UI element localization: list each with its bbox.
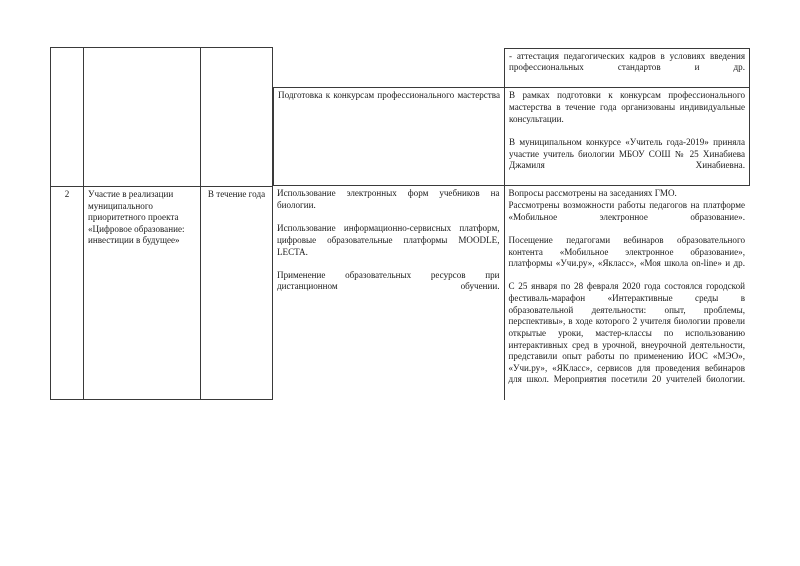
table-row	[51, 48, 749, 187]
paragraph: Вопросы рассмотрены на заседаниях ГМО.	[508, 188, 677, 199]
table-row	[51, 186, 749, 399]
paragraph: Участие в реализации муниципального приоритетного проекта «Цифровое образование: инвестиции в будущее»	[88, 188, 185, 246]
sub-row-2	[274, 88, 750, 186]
paragraph: В рамках подготовки к конкурсам профессионального мастерства в течение года организованы индивидуальные консультации.	[509, 90, 745, 124]
paragraph: Рассмотрены возможности работы педагогов на платформе «Мобильное электронное образование».	[508, 200, 745, 222]
cell-row2-content	[273, 186, 504, 399]
cell-row2-number: 2	[51, 186, 84, 399]
main-table	[50, 47, 749, 400]
paragraph: Посещение педагогами вебинаров образовательного контента «Мобильное электронное образование», платформы «Учи.ру», «Яклacc», «Моя школа on-line» и др.	[508, 234, 745, 269]
cell-row2-date	[201, 186, 273, 399]
cell-row2-nested-host	[273, 186, 749, 399]
cell-row1-date	[201, 48, 273, 187]
cell-block2-content	[274, 88, 505, 186]
sub-row-1	[273, 186, 749, 399]
cell-row1-event	[84, 48, 201, 187]
paragraph: С 25 января по 28 февраля 2020 года состоялся городской фестиваль-марафон «Интерактивные среды в образовательной деятельности: опыт, проблемы, перспективы», в ходе которого 2 учителя биологии провели открытые уроки, мастер-классы по использованию интерактивных сред в урочной, внеурочной деятельности, представили опыт работы по применению ИОС «МЭО», «Учи.ру», «ЯКласс», сервисов для проведения вебинаров для школ. Мероприятия посетили 20 учителей биологии.	[508, 281, 745, 385]
sub-table-row2	[273, 186, 749, 399]
cell-row2-result	[504, 186, 749, 399]
sub-row-1	[274, 48, 750, 88]
cell-row1-nested-host	[273, 48, 749, 187]
paragraph: - аттестация педагогических кадров в условиях введения профессиональных стандартов и др.	[509, 50, 745, 73]
paragraph: Подготовка к конкурсам профессионального мастерства	[278, 90, 500, 101]
cell-block1-result	[505, 48, 750, 88]
paragraph: В течение года	[207, 188, 266, 199]
paragraph: Использование электронных форм учебников на биологии.	[277, 188, 500, 210]
paragraph: Использование информационно-сервисных платформ, цифровые образовательные платформы MOODLE, LECTA.	[277, 223, 500, 257]
paragraph: Применение образовательных ресурсов при дистанционном обучении.	[277, 269, 500, 292]
cell-row2-event	[84, 186, 201, 399]
cell-block1-content	[274, 48, 505, 88]
paragraph: В муниципальном конкурсе «Учитель года-2019» приняла участие учитель биологии МБОУ СОШ № 25 Хинабиева Джамиля Хинабиевна.	[509, 136, 745, 171]
cell-row1-number	[51, 48, 84, 187]
sub-table-row1	[273, 48, 750, 187]
cell-block2-result	[505, 88, 750, 186]
